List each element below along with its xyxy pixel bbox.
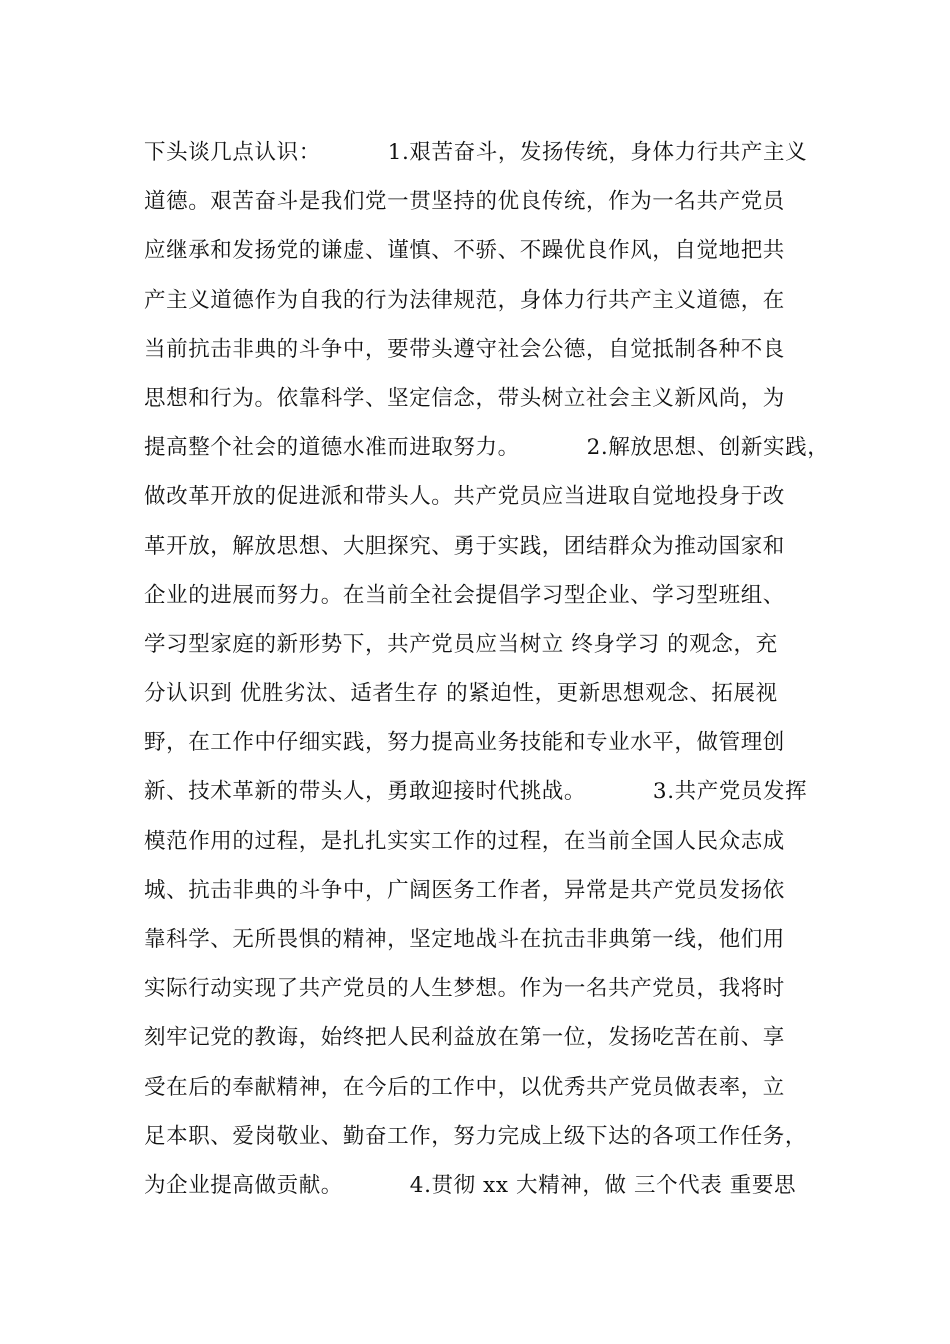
text-line-3: 应继承和发扬党的谦虚、谨慎、不骄、不躁优良作风，自觉地把共 (144, 238, 785, 264)
text-line-5: 当前抗击非典的斗争中，要带头遵守社会公德，自觉抵制各种不良 (144, 336, 785, 362)
text-line-20: 受在后的奉献精神，在今后的工作中，以优秀共产党员做表率，立 (144, 1074, 785, 1100)
text-line-8: 做改革开放的促进派和带头人。共产党员应当进取自觉地投身于改 (144, 484, 785, 510)
text-line-15: 模范作用的过程，是扎扎实实工作的过程，在当前全国人民众志成 (144, 828, 785, 854)
text-line-14: 新、技术革新的带头人，勇敢迎接时代挑战。 3.共产党员发挥 (144, 779, 808, 805)
text-line-6: 思想和行为。依靠科学、坚定信念，带头树立社会主义新风尚，为 (144, 385, 785, 411)
text-line-16: 城、抗击非典的斗争中，广阔医务工作者，异常是共产党员发扬依 (144, 877, 785, 903)
text-line-4: 产主义道德作为自我的行为法律规范，身体力行共产主义道德，在 (144, 287, 785, 313)
text-line-7: 提高整个社会的道德水准而进取努力。 2.解放思想、创新实践， (144, 435, 830, 461)
text-line-13: 野，在工作中仔细实践，努力提高业务技能和专业水平，做管理创 (144, 730, 785, 756)
text-line-1: 下头谈几点认识： 1.艰苦奋斗，发扬传统，身体力行共产主义 (144, 140, 808, 165)
text-line-17: 靠科学、无所畏惧的精神，坚定地战斗在抗击非典第一线，他们用 (144, 927, 785, 952)
body-text (144, 128, 830, 1210)
text-line-18: 实际行动实现了共产党员的人生梦想。作为一名共产党员，我将时 (144, 976, 785, 1002)
text-line-9: 革开放，解放思想、大胆探究、勇于实践，团结群众为推动国家和 (144, 533, 785, 559)
text-line-22: 为企业提高做贡献。 4.贯彻 xx 大精神，做 三个代表 重要思 (144, 1172, 797, 1198)
text-line-2: 道德。艰苦奋斗是我们党一贯坚持的优良传统，作为一名共产党员 (144, 189, 785, 215)
text-line-12: 分认识到 优胜劣汰、适者生存 的紧迫性，更新思想观念、拓展视 (144, 681, 778, 707)
text-line-21: 足本职、爱岗敬业、勤奋工作，努力完成上级下达的各项工作任务， (144, 1123, 808, 1149)
text-line-11: 学习型家庭的新形势下，共产党员应当树立 终身学习 的观念，充 (144, 631, 778, 657)
text-line-10: 企业的进展而努力。在当前全社会提倡学习型企业、学习型班组、 (144, 582, 785, 608)
text-line-19: 刻牢记党的教诲，始终把人民利益放在第一位，发扬吃苦在前、享 (144, 1025, 785, 1051)
